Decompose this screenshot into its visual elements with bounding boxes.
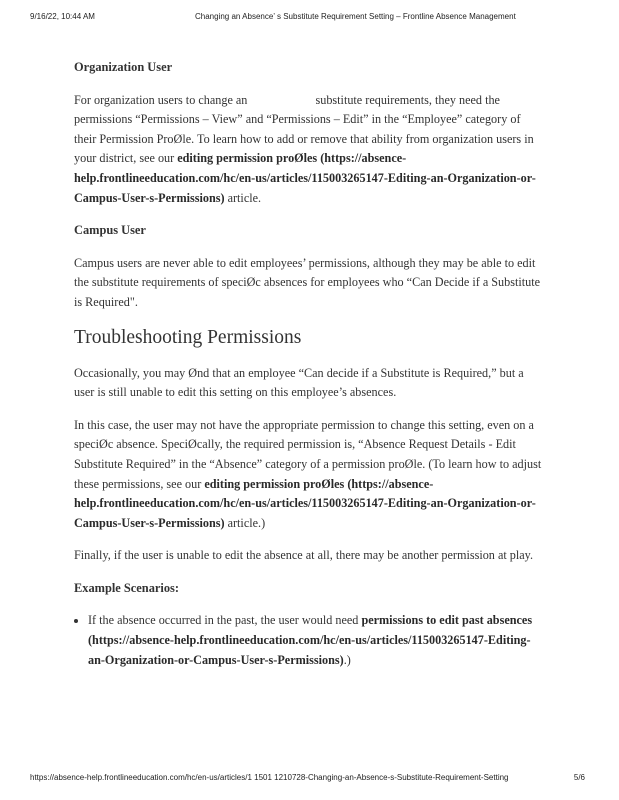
editing-permission-profiles-link-2[interactable]: editing permission proØles (https://absence-help.frontlineeducation.com/hc/en-us/articles/115003265147-Editing-an-Organization-or-Campus-User-s-Permissions) — [74, 476, 536, 530]
troubleshooting-paragraph-2 — [74, 416, 544, 534]
organization-user-paragraph — [74, 91, 544, 209]
ts-text-1: In this case, the user may not have the appropriate permission to change this setting, even on a speciØc absence. SpeciØcally, the required permission is, “Absence Request Details - Edit Substitute Required” in the “Absence” category of a permission proØle. (To learn how to adjust these permissions, see our — [74, 417, 542, 491]
list-item: • If the absence occurred in the past, the user would need permissions to edit past absences (https://absence-help.frontlineeducation.com/hc/en-us/articles/115003265147-Editing-an-Organization-or-Campus-User-s-Permissions).) — [88, 611, 544, 670]
print-url: https://absence-help.frontlineeducation.com/hc/en-us/articles/1 1501 1210728-Changing-an-Absence-s-Substitute-Requirement-Setting — [30, 773, 509, 782]
org-text-1: For organization users to change an — [74, 92, 248, 107]
organization-user-heading: Organization User — [74, 60, 173, 74]
example-scenarios-heading: Example Scenarios: — [74, 580, 179, 595]
editing-permission-profiles-link[interactable]: editing permission proØles (https://absence-help.frontlineeducation.com/hc/en-us/articles/115003265147-Editing-an-Organization-or-Campus-User-s-Permissions) — [74, 151, 536, 205]
page-number: 5/6 — [573, 773, 585, 782]
ts-text-2: article.) — [227, 515, 266, 530]
troubleshooting-paragraph-3: Finally, if the user is unable to edit the absence at all, there may be another permission at play. — [74, 548, 534, 563]
scenario-list — [74, 611, 544, 670]
troubleshooting-paragraph-1: Occasionally, you may Ønd that an employee “Can decide if a Substitute is Required,” but a user is still unable to edit this setting on this employee’s absences. — [74, 365, 524, 400]
org-text-3: article. — [227, 190, 262, 205]
campus-user-heading: Campus User — [74, 223, 146, 238]
campus-user-paragraph: Campus users are never able to edit employees’ permissions, although they may be able to edit the substitute requirements of speciØc absences for employees who “Can Decide if a Substitute is Required". — [74, 255, 541, 309]
bullet-text-2: . — [343, 652, 347, 667]
print-date: 9/16/22, 10:44 AM — [30, 12, 95, 21]
article-body — [74, 58, 544, 670]
org-text-2: substitute requirements, they need the permissions “Permissions – View” and “Permissions – Edit” in the “Employee” category of their Permission ProØle. To learn how to add or remove that ability from organization users in your district, see our — [74, 92, 534, 166]
bullet-text-1: If the absence occurred in the past, the user would need — [88, 613, 359, 628]
print-title: Changing an Absence’ s Substitute Requirement Setting – Frontline Absence Management — [195, 12, 516, 21]
edit-past-absences-link[interactable]: permissions to edit past absences (https://absence-help.frontlineeducation.com/hc/en-us/articles/115003265147-Editing-an-Organization-or-Campus-User-s-Permissions) — [88, 613, 533, 667]
troubleshooting-heading: Troubleshooting Permissions — [74, 326, 302, 348]
